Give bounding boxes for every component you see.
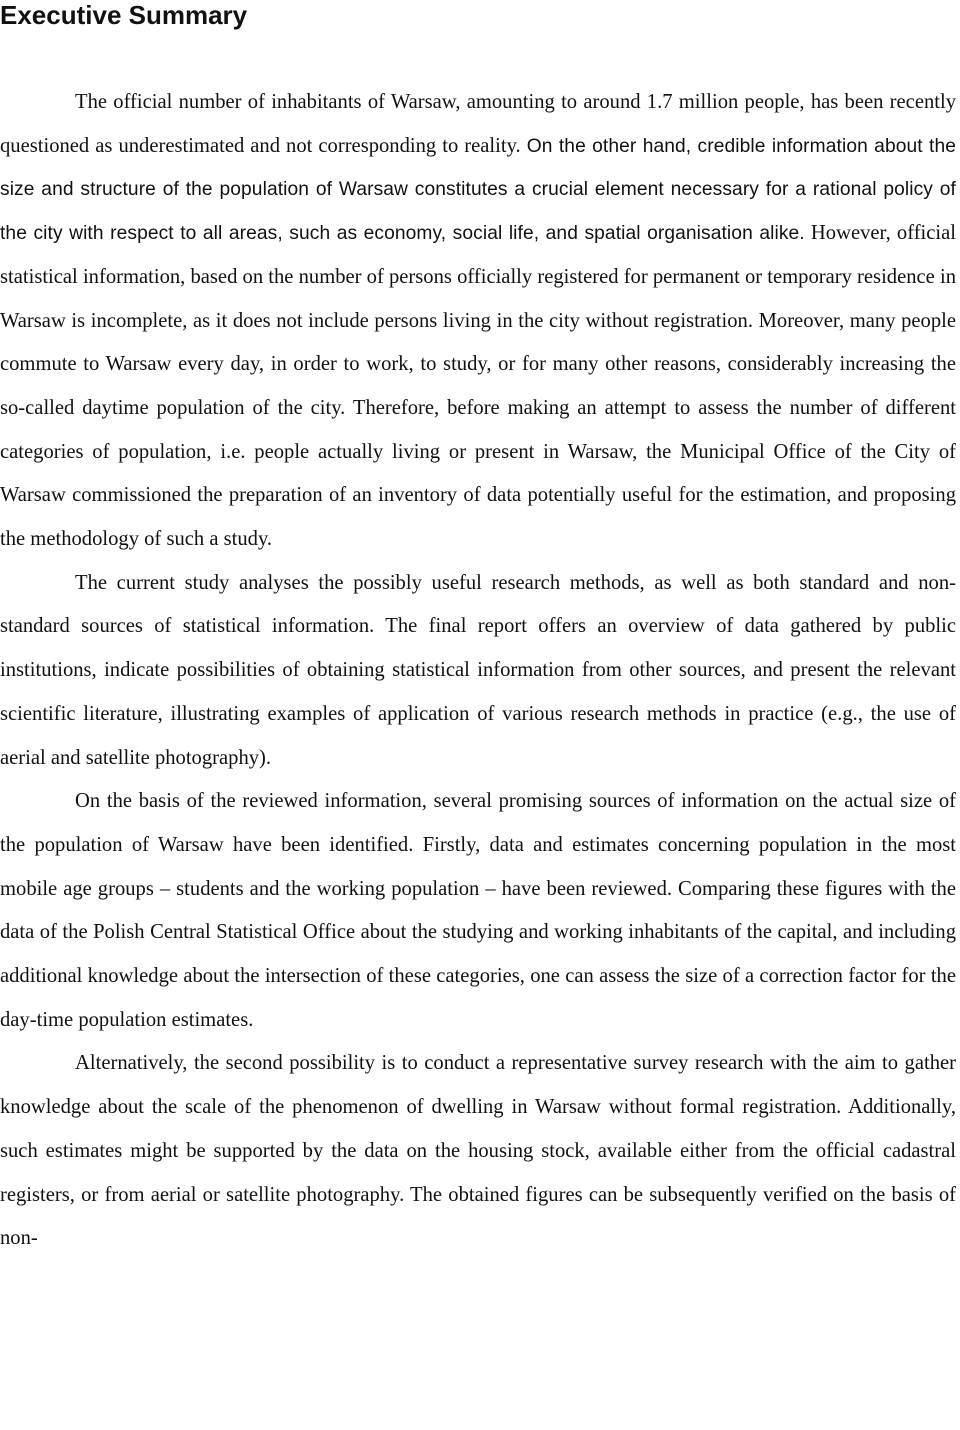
paragraph-1 bbox=[0, 81, 956, 562]
paragraph-2: The current study analyses the possibly useful research methods, as well as both standard and non-standard sources of statistical information. The final report offers an overview of data gathered by public institutions, indicate possibilities of obtaining statistical information from other sources, and present the relevant scientific literature, illustrating examples of application of various research methods in practice (e.g., the use of aerial and satellite photography). bbox=[0, 571, 956, 769]
paragraph-1-part-1: The official number of inhabitants of Warsaw, amounting to around 1.7 million people, has been recently questioned as underestimated and not corresponding to reality. bbox=[0, 91, 956, 157]
document-body bbox=[0, 81, 956, 1261]
paragraph-3: On the basis of the reviewed information, several promising sources of information on the actual size of the population of Warsaw have been identified. Firstly, data and estimates concerning population in the most mobile age groups – students and the working population – have been reviewed. Comparing these figures with the data of the Polish Central Statistical Office about the studying and working inhabitants of the capital, and including additional knowledge about the intersection of these categories, one can assess the size of a correction factor for the day-time population estimates. bbox=[0, 790, 956, 1031]
paragraph-1-part-3: However, official statistical information, based on the number of persons officially registered for permanent or temporary residence in Warsaw is incomplete, as it does not include persons living in the city without registration. Moreover, many people commute to Warsaw every day, in order to work, to study, or for many other reasons, considerably increasing the so-called daytime population of the city. Therefore, before making an attempt to assess the number of different categories of population, i.e. people actually living or present in Warsaw, the Municipal Office of the City of Warsaw commissioned the preparation of an inventory of data potentially useful for the estimation, and proposing the methodology of such a study. bbox=[0, 222, 957, 551]
page-title: Executive Summary bbox=[0, 0, 248, 30]
paragraph-4: Alternatively, the second possibility is to conduct a representative survey research with the aim to gather knowledge about the scale of the phenomenon of dwelling in Warsaw without formal registration. Additionally, such estimates might be supported by the data on the housing stock, available either from the official cadastral registers, or from aerial or satellite photography. The obtained figures can be subsequently verified on the basis of non- bbox=[0, 1052, 956, 1250]
paragraph-1-part-2: On the other hand, credible information about the size and structure of the population of Warsaw constitutes a crucial element necessary for a rational policy of the city with respect to all areas, such as economy, social life, and spatial organisation alike. bbox=[0, 135, 956, 245]
